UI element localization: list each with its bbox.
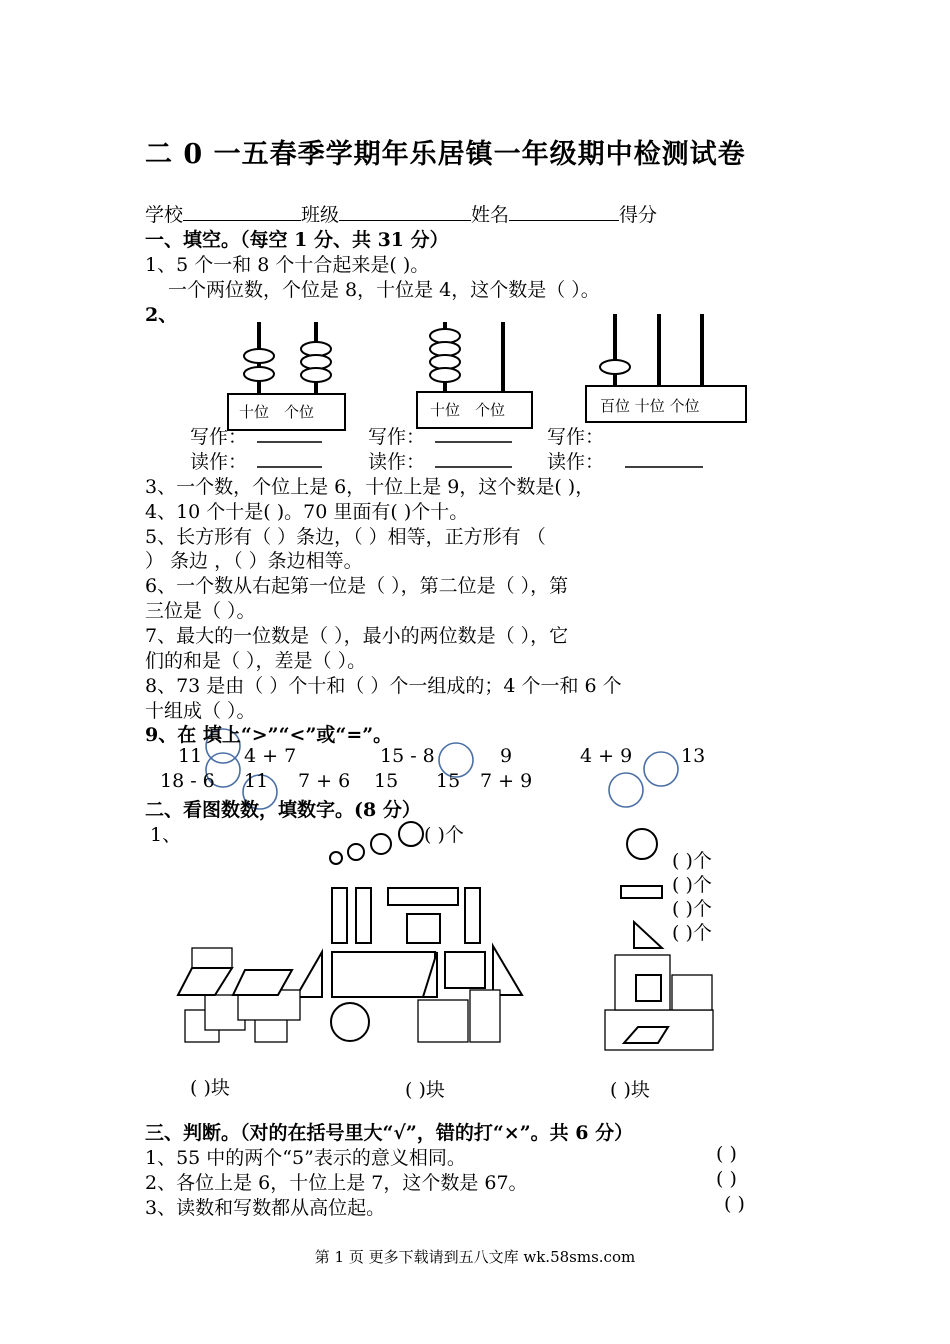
judge-paren-2[interactable]: ( ) (716, 1168, 737, 1190)
judge-item-2: 2、各位上是 6，十位上是 7，这个数是 67。 (145, 1172, 528, 1194)
blocks-count-3: ( )块 (610, 1079, 650, 1101)
question-8a: 8、73 是由（ ）个十和（ ）个一组成的；4 个一和 6 个 (145, 675, 622, 697)
judge-item-3: 3、读数和写数都从高位起。 (145, 1197, 386, 1219)
question-6a: 6、一个数从右起第一位是（ ），第二位是（ ），第 (145, 575, 569, 597)
read-label-3: 读作： (547, 451, 605, 473)
question-9: 9、在 填上“>”“<”或“=”。 (145, 724, 393, 746)
shape-count-3: ( )个 (672, 898, 712, 920)
question-1b: 一个两位数，个位是 8，十位是 4，这个数是（ ）。 (168, 279, 600, 301)
question-4: 4、10 个十是( )。70 里面有( )个十。 (145, 501, 469, 523)
compare-2-left: 15 - 8 (380, 745, 435, 767)
write-label-3: 写作： (547, 426, 605, 448)
shape-count-4: ( )个 (672, 922, 712, 944)
abacus-1-labels: 十位 个位 (239, 403, 315, 421)
section1-heading: 一、填空。（每空 1 分、共 31 分） (145, 229, 449, 251)
page-footer: 第 1 页 更多下载请到五八文库 wk.58sms.com (314, 1248, 636, 1266)
abacus-3-labels: 百位 十位 个位 (600, 397, 700, 415)
class-label: 班级 (301, 204, 340, 226)
compare-2-right: 9 (500, 745, 513, 767)
compare-5-right: 15 (374, 770, 399, 792)
judge-paren-1[interactable]: ( ) (716, 1143, 737, 1165)
school-label: 学校 (145, 204, 184, 226)
section2-q1: 1、 (150, 824, 182, 846)
compare-1-left: 11 (178, 745, 203, 767)
write-label-2: 写作： (368, 426, 426, 448)
judge-item-1: 1、55 中的两个“5”表示的意义相同。 (145, 1147, 466, 1169)
compare-5-left: 7 + 6 (298, 770, 351, 792)
read-label-2: 读作： (368, 451, 426, 473)
compare-4-left: 18 - 6 (160, 770, 215, 792)
shape-count-2: ( )个 (672, 874, 712, 896)
train-picture (178, 822, 522, 1042)
question-7b: 们的和是（ ），差是（ ）。 (145, 650, 367, 672)
question-5a: 5、长方形有（ ）条边，（ ）相等，正方形有 （ (145, 526, 546, 548)
shape-count-1: ( )个 (672, 850, 712, 872)
read-label-1: 读作： (190, 451, 248, 473)
question-1a: 1、5 个一和 8 个十合起来是( )。 (145, 254, 430, 276)
section3-heading: 三、判断。（对的在括号里大“√”，错的打“×”。共 6 分） (145, 1122, 634, 1144)
compare-3-right: 13 (681, 745, 706, 767)
question-2: 2、 (145, 304, 178, 326)
section2-heading: 二、看图数数，填数字。(8 分） (145, 799, 421, 821)
question-5b: ） 条边 ，（ ）条边相等。 (145, 550, 363, 572)
question-6b: 三位是（ ）。 (145, 600, 256, 622)
compare-1-right: 4 + 7 (244, 745, 297, 767)
question-7a: 7、最大的一位数是（ ），最小的两位数是（ ），它 (145, 625, 569, 647)
blocks-count-1: ( )块 (190, 1077, 230, 1099)
question-8b: 十组成（ ）。 (145, 700, 256, 722)
name-label: 姓名 (471, 204, 510, 226)
judge-paren-3[interactable]: ( ) (724, 1193, 745, 1215)
compare-6-right: 7 + 9 (480, 770, 533, 792)
score-label: 得分 (619, 204, 658, 226)
question-3: 3、一个数，个位上是 6，十位上是 9，这个数是( )， (145, 476, 595, 498)
write-label-1: 写作： (190, 426, 248, 448)
compare-6-left: 15 (436, 770, 461, 792)
blocks-count-2: ( )块 (405, 1079, 445, 1101)
page-title: 二 0 一五春季学期年乐居镇一年级期中检测试卷 (145, 139, 746, 170)
compare-4-right: 11 (244, 770, 269, 792)
circle-count: ( )个 (424, 824, 464, 846)
abacus-2-labels: 十位 个位 (430, 401, 506, 419)
compare-3-left: 4 + 9 (580, 745, 633, 767)
